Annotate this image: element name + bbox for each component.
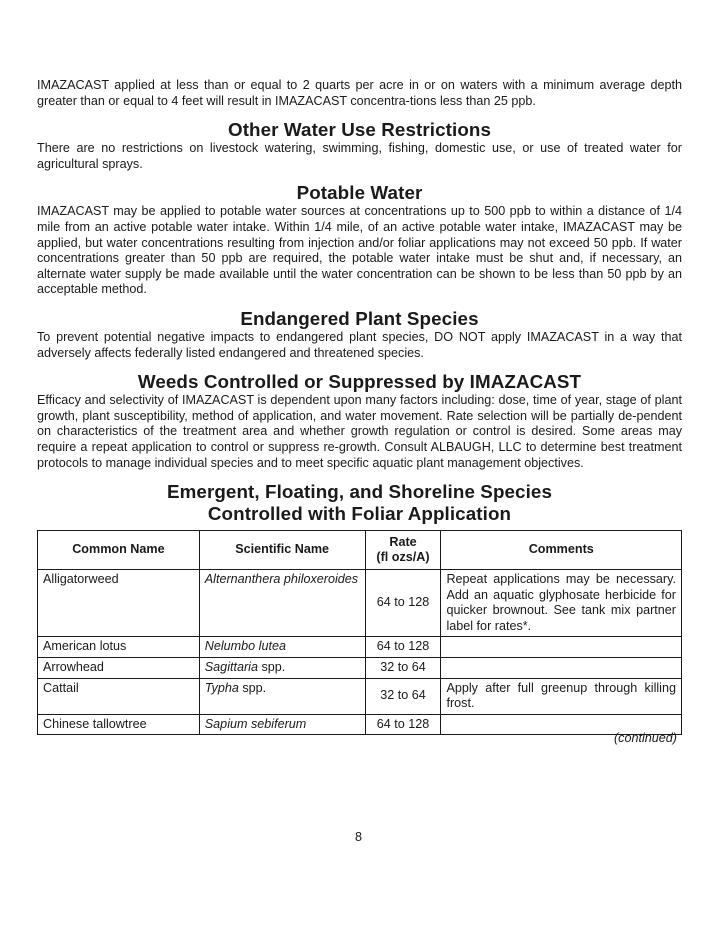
- scientific-name-text: Alternanthera philoxeroides: [204, 572, 359, 587]
- potable-water-paragraph: IMAZACAST may be applied to potable water sources at concentrations up to 500 ppb to within a distance of 1/4 mile from an active potable water intake. Within 1/4 mile, of an active potable water intake, IMAZACAST may be applied, but water concentrations resulting from injection and/or foliar applications may not exceed 50 ppb. If water concentrations greater than 50 ppb are required, the potable water intake must be shut and, if necessary, an alternate water supply be made available until the water concentration can be shown to be less than 50 ppb by an acceptable method.: [37, 204, 682, 297]
- cell-common-name: American lotus: [38, 637, 200, 658]
- scientific-name-text: Typha: [204, 680, 239, 695]
- header-scientific-name: Scientific Name: [199, 531, 365, 570]
- cell-common-name: Cattail: [38, 678, 200, 714]
- cell-scientific-name: [199, 678, 365, 714]
- table-title-line-2: Controlled with Foliar Application: [207, 503, 512, 525]
- table-row: [38, 658, 682, 679]
- cell-scientific-name: [199, 714, 365, 735]
- cell-comments: [441, 637, 682, 658]
- cell-rate: 32 to 64: [365, 658, 441, 679]
- cell-scientific-name: [199, 637, 365, 658]
- header-rate-unit: (fl ozs/A): [376, 550, 430, 565]
- cell-common-name: Alligatorweed: [38, 570, 200, 637]
- heading-other-water-use: Other Water Use Restrictions: [227, 119, 492, 141]
- table-header-row: [38, 531, 682, 570]
- cell-scientific-name: [199, 658, 365, 679]
- table-row: [38, 678, 682, 714]
- cell-rate: 32 to 64: [365, 678, 441, 714]
- intro-paragraph: IMAZACAST applied at less than or equal to 2 quarts per acre in or on waters with a minimum average depth greater than or equal to 4 feet will result in IMAZACAST concentra-tions less than 25 ppb.: [37, 78, 682, 108]
- cell-common-name: Chinese tallowtree: [38, 714, 200, 735]
- cell-rate: 64 to 128: [365, 637, 441, 658]
- document-page: [37, 78, 682, 735]
- header-comments: Comments: [441, 531, 682, 570]
- cell-common-name: Arrowhead: [38, 658, 200, 679]
- species-table: [37, 530, 682, 735]
- table-title-line-1: Emergent, Floating, and Shoreline Species: [166, 481, 553, 503]
- cell-rate: 64 to 128: [365, 570, 441, 637]
- header-rate: [365, 531, 441, 570]
- scientific-name-text: Nelumbo lutea: [204, 639, 286, 654]
- scientific-name-text: Sapium sebiferum: [204, 716, 307, 731]
- continued-note: (continued): [613, 731, 677, 745]
- page-number: 8: [354, 830, 362, 844]
- cell-comments: [441, 658, 682, 679]
- weeds-paragraph: Efficacy and selectivity of IMAZACAST is dependent upon many factors including: dose, time of year, stage of plant growth, plant susceptibility, method of application, and water movement. Rate selection will be partially de-pendent on characteristics of the treatment area and whether growth regulation or control is desired. Some areas may require a repeat application to control or suppress re-growth. Consult ALBAUGH, LLC to determine best treatment protocols to manage individual species and to meet specific aquatic plant management objectives.: [37, 393, 682, 470]
- endangered-paragraph: To prevent potential negative impacts to endangered plant species, DO NOT apply IMAZACAST in a way that adversely affects federally listed endangered and threatened species.: [37, 329, 682, 360]
- scientific-name-suffix: spp.: [238, 680, 267, 695]
- scientific-name-text: Sagittaria: [204, 660, 258, 675]
- header-rate-label: Rate: [389, 534, 417, 549]
- heading-weeds-controlled: Weeds Controlled or Suppressed by IMAZACAST: [137, 371, 582, 393]
- table-row: [38, 637, 682, 658]
- cell-rate: 64 to 128: [365, 714, 441, 735]
- cell-comments: Apply after full greenup through killing frost.: [441, 678, 682, 714]
- heading-endangered-plant-species: Endangered Plant Species: [240, 307, 479, 329]
- cell-scientific-name: [199, 570, 365, 637]
- cell-comments: Repeat applications may be necessary. Add an aquatic glyphosate herbicide for quicker brownout. See tank mix partner label for rates*.: [441, 570, 682, 637]
- header-common-name: Common Name: [38, 531, 200, 570]
- other-water-paragraph: There are no restrictions on livestock watering, swimming, fishing, domestic use, or use of treated water for agricultural sprays.: [37, 141, 682, 171]
- table-row: [38, 570, 682, 637]
- heading-potable-water: Potable Water: [296, 182, 423, 204]
- scientific-name-suffix: spp.: [258, 660, 286, 675]
- table-row: [38, 714, 682, 735]
